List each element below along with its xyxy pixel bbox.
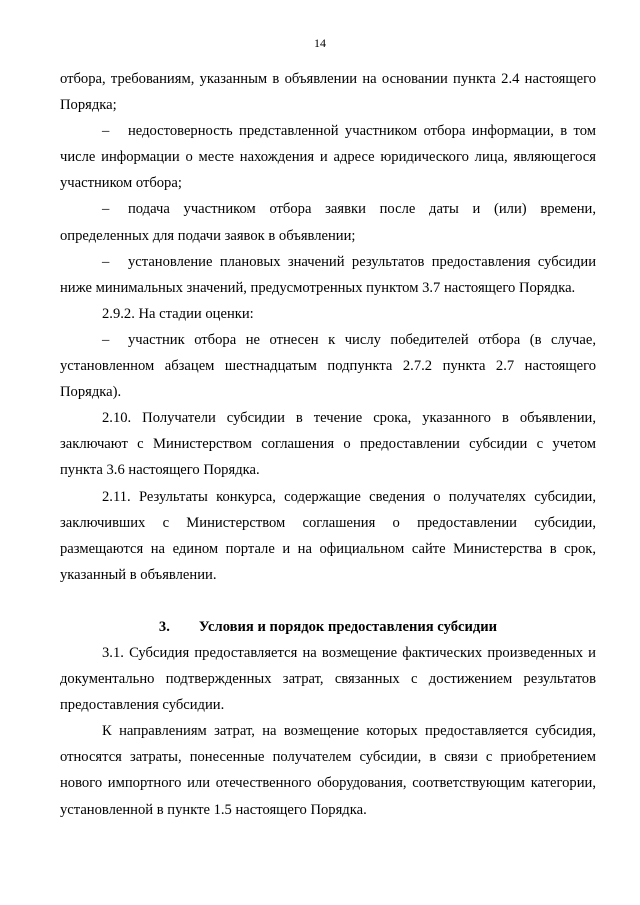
paragraph: 3.1. Субсидия предоставляется на возмещение фактических произведенных и документально подтвержденных затрат, связанных с достижением результатов предоставления субсидии. bbox=[60, 644, 596, 714]
dash-marker: – bbox=[102, 331, 110, 348]
dash-marker: – bbox=[102, 201, 110, 218]
list-item-text: недостоверность представленной участником отбора информации, в том числе информации о месте нахождения и адресе юридического лица, являющегося участником отбора; bbox=[60, 123, 596, 192]
section-title: Условия и порядок предоставления субсидии bbox=[198, 618, 498, 635]
paragraph: К направлениям затрат, на возмещение которых предоставляется субсидия, относятся затраты, понесенные получателем субсидии, в связи с приобретением нового импортного или отечественного оборудования, соответствующим категории, установленной в пункте 1.5 настоящего Порядка. bbox=[60, 723, 596, 818]
list-item-text: участник отбора не отнесен к числу победителей отбора (в случае, установленном абзацем шестнадцатым подпункта 2.7.2 пункта 2.7 настоящего Порядка). bbox=[60, 331, 596, 401]
paragraph: 2.9.2. На стадии оценки: bbox=[102, 305, 254, 322]
list-item-text: установление плановых значений результатов предоставления субсидии ниже минимальных значений, предусмотренных пунктом 3.7 настоящего Порядка. bbox=[60, 253, 596, 296]
list-item bbox=[60, 249, 596, 301]
dash-marker: – bbox=[102, 253, 110, 270]
dash-marker: – bbox=[102, 123, 110, 140]
paragraph: 2.11. Результаты конкурса, содержащие сведения о получателях субсидии, заключивших с Министерством соглашения о предоставлении субсидии, размещаются на едином портале и на официальном сайте Министерства в срок, указанный в объявлении. bbox=[60, 488, 596, 583]
list-item-text: подача участником отбора заявки после даты и (или) времени, определенных для подачи заявок в объявлении; bbox=[60, 201, 596, 244]
section-number: 3. bbox=[158, 618, 170, 635]
list-item bbox=[60, 118, 596, 196]
list-item bbox=[60, 196, 596, 248]
page-number: 14 bbox=[314, 36, 326, 50]
paragraph: отбора, требованиям, указанным в объявлении на основании пункта 2.4 настоящего Порядка; bbox=[60, 71, 596, 114]
paragraph: 2.10. Получатели субсидии в течение срока, указанного в объявлении, заключают с Министерством соглашения о предоставлении субсидии с учетом пункта 3.6 настоящего Порядка. bbox=[60, 410, 596, 479]
list-item bbox=[60, 327, 596, 405]
document-body bbox=[60, 66, 596, 823]
section-heading bbox=[60, 588, 596, 640]
